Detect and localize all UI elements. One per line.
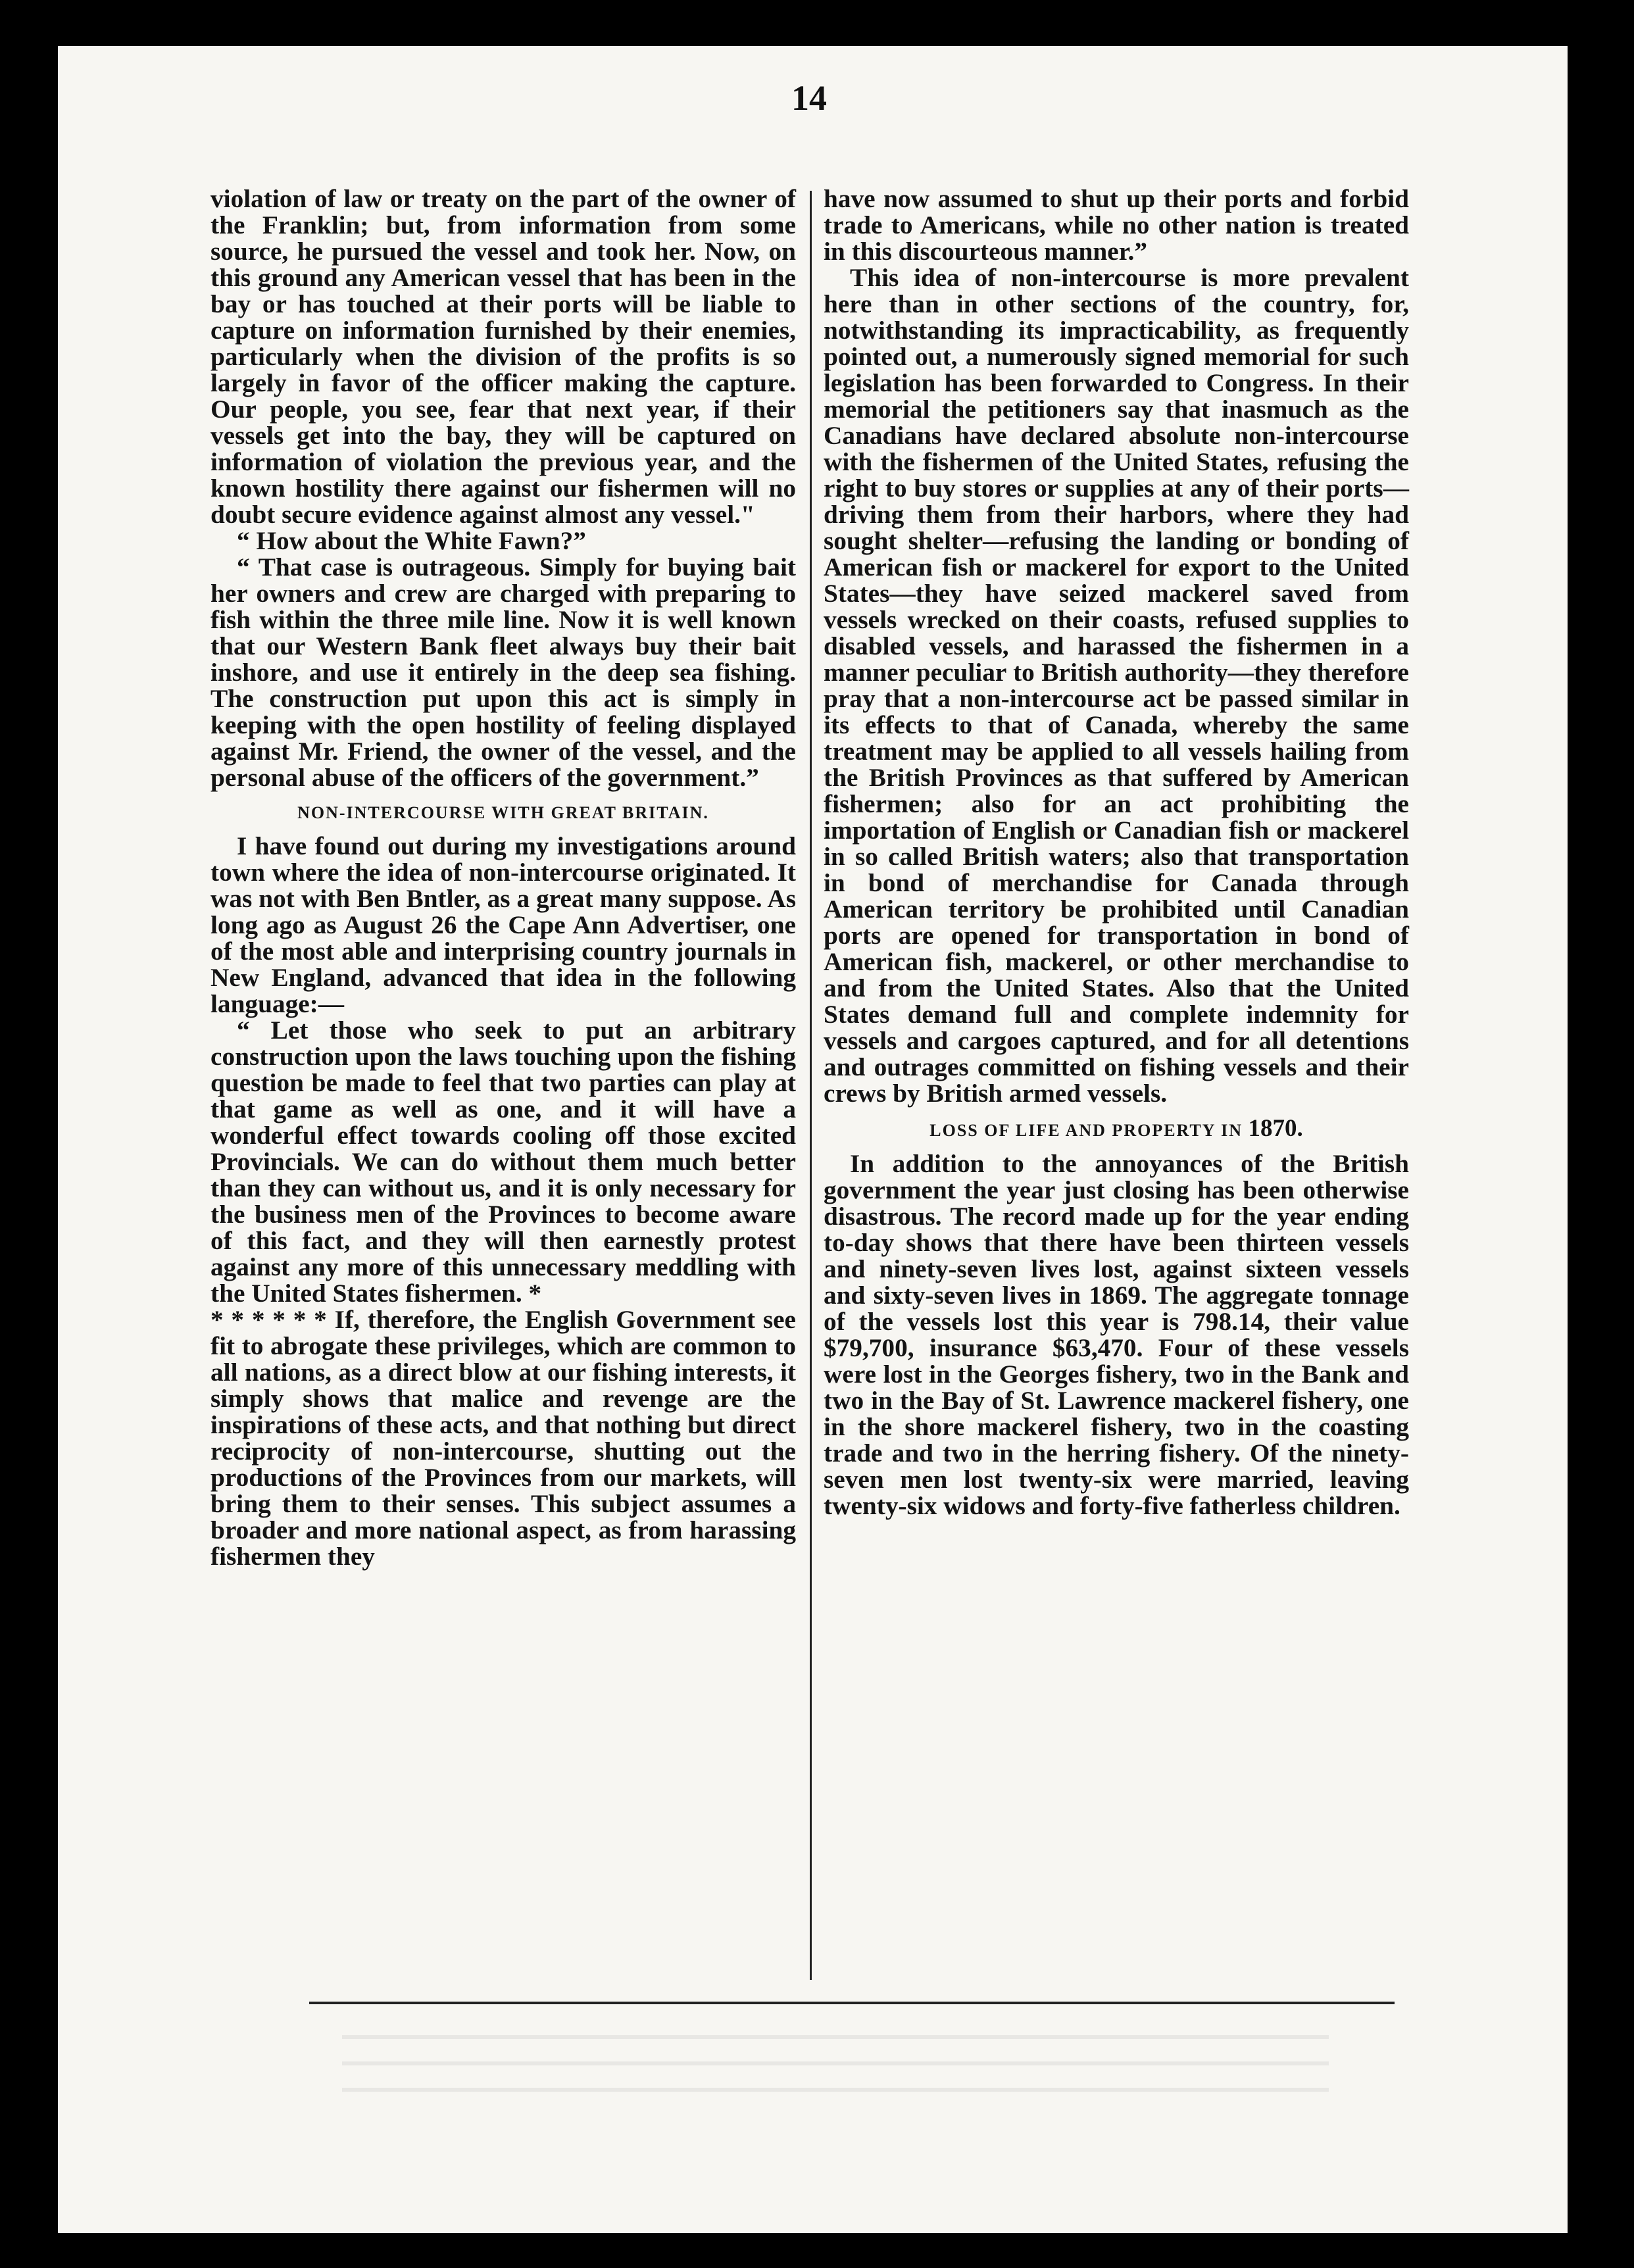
paragraph: “ Let those who seek to put an arbitrary construction upon the laws touching upon the fishing question be made to feel that two parties can play at that game as well as one, and it will have a wonderful effect towards cooling off those excited Provincials. We can do without them much better than they can without us, and it is only necessary for the business men of the Provinces to become aware of this fact, and they will then earnestly protest against any more of this unnecessary meddling with the United States fishermen. * [210, 1016, 796, 1308]
bottom-rule [309, 2002, 1395, 2004]
right-column [824, 185, 1409, 1519]
paragraph: have now assumed to shut up their ports and forbid trade to Americans, while no other nation is treated in this discourteous manner.” [824, 184, 1409, 266]
section-heading [824, 1116, 1409, 1144]
section-heading-text: LOSS OF LIFE AND PROPERTY IN [929, 1121, 1243, 1140]
section-heading: NON-INTERCOURSE WITH GREAT BRITAIN. [297, 803, 709, 822]
section-heading-year: 1870. [1248, 1115, 1303, 1142]
paragraph: * * * * * * If, therefore, the English Government see fit to abrogate these privileges, which are common to all nations, as a direct blow at our fishing interests, it simply shows that malice and revenge are the inspirations of these acts, and that nothing but direct reciprocity of non-intercourse, shutting out the productions of the Provinces from our markets, will bring them to their senses. This subject assumes a broader and more national aspect, as from harassing fishermen they [210, 1305, 796, 1571]
paragraph: “ How about the White Fawn?” [237, 526, 586, 555]
paragraph: violation of law or treaty on the part of the owner of the Franklin; but, from information from some source, he pursued the vessel and took her. Now, on this ground any American vessel that has been in the bay or has touched at their ports will be liable to capture on information furnished by their enemies, particularly when the division of the profits is so largely in favor of the officer making the capture. Our people, you see, fear that next year, if their vessels get into the bay, they will be captured on information of violation the previous year, and the known hostility there against our fishermen will no doubt secure evidence against almost any vessel." [210, 184, 796, 529]
paragraph: “ That case is outrageous. Simply for buying bait her owners and crew are charged with preparing to fish within the three mile line. Now it is well known that our Western Bank fleet always buy their bait inshore, and use it entirely in the deep sea fishing. The construction put upon this act is simply in keeping with the open hostility of feeling displayed against Mr. Friend, the owner of the vessel, and the personal abuse of the officers of the government.” [210, 553, 796, 792]
paragraph: I have found out during my investigations around town where the idea of non-intercourse originated. It was not with Ben Bntler, as a great many suppose. As long ago as August 26 the Cape Ann Advertiser, one of the most able and interprising country journals in New England, advanced that idea in the following language:— [210, 831, 796, 1018]
left-column [210, 185, 796, 1569]
show-through-texture [342, 2013, 1329, 2092]
column-divider [810, 191, 812, 1980]
paragraph: This idea of non-intercourse is more prevalent here than in other sections of the country, for, notwithstanding its impracticability, as frequently pointed out, a numerously signed memorial for such legislation has been forwarded to Congress. In their memorial the petitioners say that inasmuch as the Canadians have declared absolute non-intercourse with the fishermen of the United States, refusing the right to buy stores or supplies at any of their ports—driving them from their harbors, where they had sought shelter—refusing the landing or bonding of American fish or mackerel for export to the United States—they have seized mackerel saved from vessels wrecked on their coasts, refused supplies to disabled vessels, and harassed the fishermen in a manner peculiar to British authority—they therefore pray that a non-intercourse act be passed similar in its effects to that of Canada, whereby the same treatment may be applied to all vessels hailing from the British Provinces as that suffered by American fishermen; also for an act prohibiting the importation of English or Canadian fish or mackerel in so called British waters; also that transportation in bond of merchandise for Canada through American territory be prohibited until Canadian ports are opened for transportation in bond of American fish, mackerel, or other merchandise to and from the United States. Also that the United States demand full and complete indemnity for vessels and cargoes captured, and for all detentions and outrages committed on fishing vessels and their crews by British armed vessels. [824, 263, 1409, 1108]
scan-border [1568, 0, 1634, 2268]
paragraph: In addition to the annoyances of the British government the year just closing has been otherwise disastrous. The record made up for the year ending to-day shows that there have been thirteen vessels and ninety-seven lives lost, against sixteen vessels and sixty-seven lives in 1869. The aggregate tonnage of the vessels lost this year is 798.14, their value $79,700, insurance $63,470. Four of these vessels were lost in the Georges fishery, two in the Bank and two in the Bay of St. Lawrence mackerel fishery, one in the shore mackerel fishery, two in the coasting trade and two in the herring fishery. Of the ninety-seven men lost twenty-six were married, leaving twenty-six widows and forty-five fatherless children. [824, 1149, 1409, 1520]
page-number: 14 [791, 78, 827, 118]
